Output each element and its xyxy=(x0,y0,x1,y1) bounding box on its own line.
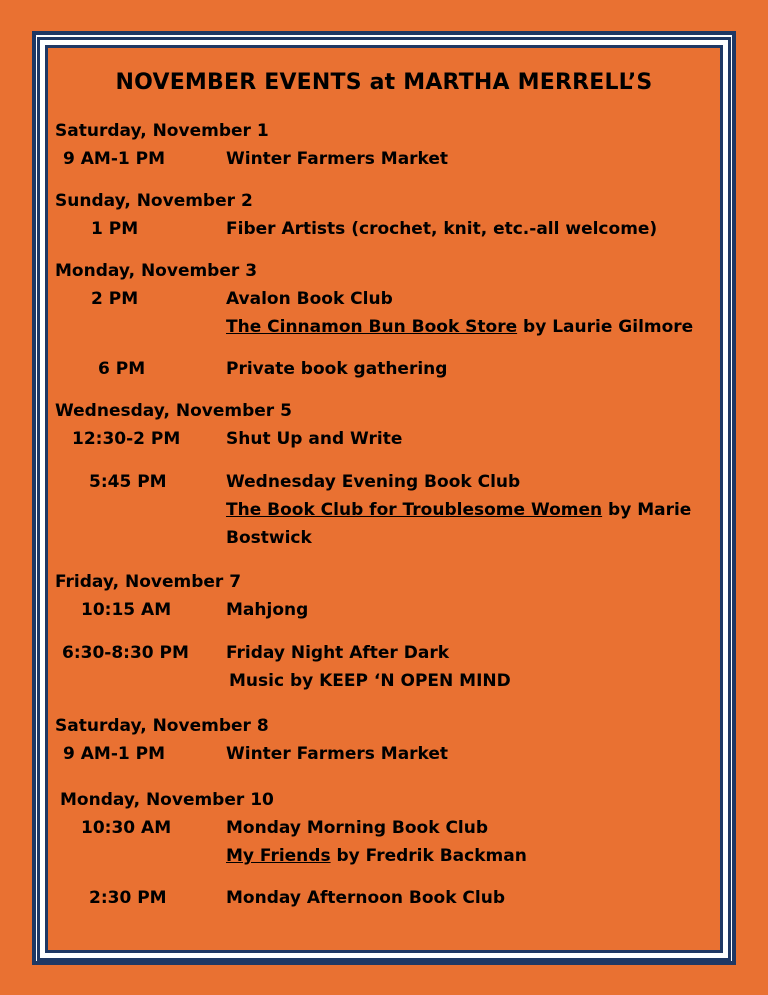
event-title: Avalon Book Club xyxy=(226,289,393,309)
event-title: Fiber Artists (crochet, knit, etc.-all welcome) xyxy=(226,219,658,239)
event-time: 6:30-8:30 PM xyxy=(62,643,189,663)
event-time: 10:30 AM xyxy=(81,818,172,838)
day-heading: Saturday, November 1 xyxy=(55,121,269,141)
day-heading: Saturday, November 8 xyxy=(55,716,269,736)
event-note: Music by KEEP ‘N OPEN MIND xyxy=(229,671,511,691)
event-time: 9 AM-1 PM xyxy=(63,744,165,764)
book-author: by Marie xyxy=(608,500,692,520)
book-author: by Fredrik Backman xyxy=(336,846,527,866)
inner-border xyxy=(45,45,723,953)
page-title: NOVEMBER EVENTS at MARTHA MERRELL’S xyxy=(115,70,653,95)
day-heading: Sunday, November 2 xyxy=(55,191,253,211)
event-title: Shut Up and Write xyxy=(226,429,403,449)
event-time: 2:30 PM xyxy=(89,888,167,908)
event-title: Winter Farmers Market xyxy=(226,744,449,764)
event-title: Winter Farmers Market xyxy=(226,149,449,169)
book-author: by Laurie Gilmore xyxy=(523,317,694,337)
event-time: 10:15 AM xyxy=(81,600,172,620)
book-title: The Cinnamon Bun Book Store xyxy=(226,317,518,337)
day-heading: Monday, November 3 xyxy=(55,261,258,281)
book-line xyxy=(226,846,527,866)
event-title: Mahjong xyxy=(226,600,309,620)
day-heading: Wednesday, November 5 xyxy=(55,401,292,421)
event-time: 5:45 PM xyxy=(89,472,167,492)
book-title: My Friends xyxy=(226,846,331,866)
event-time: 9 AM-1 PM xyxy=(63,149,165,169)
event-time: 6 PM xyxy=(98,359,146,379)
event-time: 1 PM xyxy=(91,219,139,239)
day-heading: Friday, November 7 xyxy=(55,572,242,592)
event-time: 2 PM xyxy=(91,289,139,309)
event-title: Private book gathering xyxy=(226,359,448,379)
book-line xyxy=(226,317,693,337)
book-author-continued: Bostwick xyxy=(226,528,312,548)
event-title: Friday Night After Dark xyxy=(226,643,450,663)
day-heading: Monday, November 10 xyxy=(60,790,274,810)
book-title: The Book Club for Troublesome Women xyxy=(226,500,603,520)
event-title: Monday Morning Book Club xyxy=(226,818,489,838)
event-time: 12:30-2 PM xyxy=(72,429,181,449)
book-line xyxy=(226,500,691,520)
event-title: Monday Afternoon Book Club xyxy=(226,888,506,908)
event-title: Wednesday Evening Book Club xyxy=(226,472,521,492)
